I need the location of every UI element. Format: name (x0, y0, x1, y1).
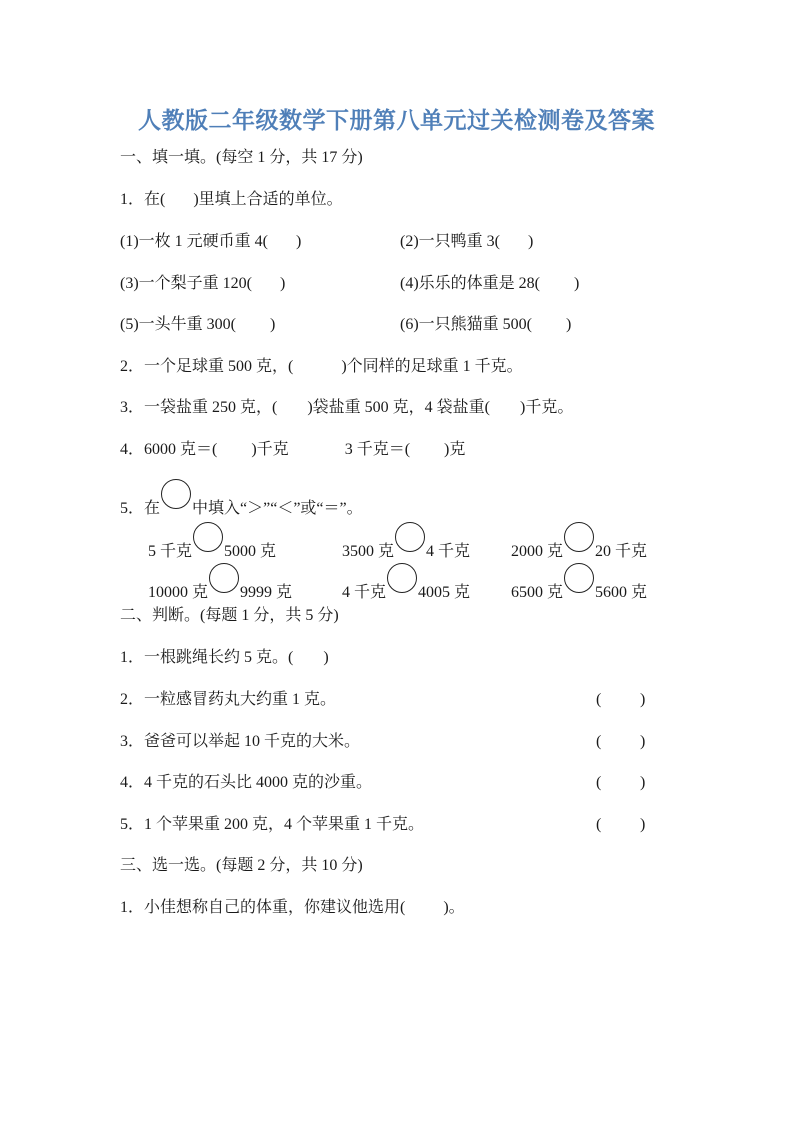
compare-left: 5 千克 (148, 543, 193, 560)
q-text: )。 (443, 899, 465, 916)
compare-circle-input[interactable] (564, 563, 594, 593)
s1-q1-item-4 (400, 274, 579, 294)
compare-left: 3500 克 (342, 543, 395, 560)
compare-circle-input[interactable] (395, 522, 425, 552)
judge-answer-blank[interactable] (606, 690, 638, 710)
q-text: )袋盐重 500 克，4 袋盐重( (307, 399, 491, 416)
item-text: (5)一头牛重 300( (120, 316, 236, 333)
judge-open-paren: ( (596, 733, 602, 750)
compare-left: 6500 克 (511, 584, 564, 601)
q-text: )千克。 (520, 399, 574, 416)
compare-right: 5600 克 (595, 584, 648, 601)
item-text: (4)乐乐的体重是 28( (400, 275, 540, 292)
compare-right: 4005 克 (418, 584, 471, 601)
item-text: (3)一个梨子重 120( (120, 275, 252, 292)
compare-circle-input[interactable] (209, 563, 239, 593)
item-close: ) (528, 233, 534, 250)
compare-right: 5000 克 (224, 543, 277, 560)
s2-item-1 (120, 648, 329, 668)
judge-close-paren: ) (640, 774, 646, 791)
circle-icon (161, 479, 191, 509)
s1-q1-item-2 (400, 232, 533, 252)
judge-open-paren: ( (596, 774, 602, 791)
s1-q5 (120, 487, 363, 519)
section2-heading: 二、判断。(每题 1 分，共 5 分) (120, 607, 339, 624)
compare-item-1 (148, 530, 276, 562)
s1-q2 (120, 357, 523, 377)
q-text: 中填入“＞”“＜”或“＝”。 (192, 500, 363, 517)
compare-left: 4 千克 (342, 584, 387, 601)
item-close: ) (566, 316, 572, 333)
q-text: 1．一根跳绳长约 5 克。( (120, 649, 294, 666)
q-text: 3．一袋盐重 250 克，( (120, 399, 278, 416)
compare-item-2 (342, 530, 470, 562)
item-close: ) (270, 316, 276, 333)
compare-circle-input[interactable] (387, 563, 417, 593)
section3-heading: 三、选一选。(每题 2 分，共 10 分) (120, 857, 363, 874)
compare-item-6 (511, 571, 647, 603)
item-text: (1)一枚 1 元硬币重 4( (120, 233, 268, 250)
s1-q1-stem (120, 190, 343, 210)
s1-q4 (120, 440, 465, 460)
section1-heading: 一、填一填。(每空 1 分，共 17 分) (120, 149, 363, 166)
q-text: 3 千克＝( (344, 441, 411, 458)
compare-right: 9999 克 (240, 584, 293, 601)
q-text: 1．小佳想称自己的体重，你建议他选用( (120, 899, 406, 916)
s3-q1 (120, 898, 465, 918)
item-close: ) (574, 275, 580, 292)
s2-item-3: 3．爸爸可以举起 10 千克的大米。 (120, 733, 361, 750)
s2-item-5: 5．1 个苹果重 200 克，4 个苹果重 1 千克。 (120, 816, 425, 833)
judge-answer-blank[interactable] (606, 773, 638, 793)
item-close: ) (280, 275, 286, 292)
compare-left: 2000 克 (511, 543, 564, 560)
judge-open-paren: ( (596, 816, 602, 833)
compare-right: 4 千克 (426, 543, 471, 560)
compare-left: 10000 克 (148, 584, 209, 601)
item-text: (2)一只鸭重 3( (400, 233, 500, 250)
q-close: ) (323, 649, 329, 666)
compare-item-3 (511, 530, 647, 562)
judge-close-paren: ) (640, 733, 646, 750)
compare-circle-input[interactable] (193, 522, 223, 552)
q-text: 5．在 (120, 500, 161, 517)
s1-q1-item-1 (120, 232, 301, 252)
item-text: (6)一只熊猫重 500( (400, 316, 532, 333)
s1-q1-item-3 (120, 274, 285, 294)
s1-q1-item-5 (120, 315, 275, 335)
judge-close-paren: ) (640, 691, 646, 708)
q-text: )千克 (251, 441, 289, 458)
q-text: 2．一个足球重 500 克，( (120, 358, 294, 375)
judge-answer-blank[interactable] (606, 815, 638, 835)
s1-q1-stem-a: 1．在( (120, 191, 166, 208)
compare-circle-input[interactable] (564, 522, 594, 552)
q-text: )克 (444, 441, 466, 458)
compare-item-4 (148, 571, 292, 603)
s2-item-4: 4．4 千克的石头比 4000 克的沙重。 (120, 774, 373, 791)
q-text: 4．6000 克＝( (120, 441, 218, 458)
judge-open-paren: ( (596, 691, 602, 708)
judge-answer-blank[interactable] (606, 732, 638, 752)
q-text: )个同样的足球重 1 千克。 (341, 358, 523, 375)
s1-q1-item-6 (400, 315, 571, 335)
s2-item-2: 2．一粒感冒药丸大约重 1 克。 (120, 691, 337, 708)
s1-q3 (120, 398, 573, 418)
item-close: ) (296, 233, 302, 250)
compare-item-5 (342, 571, 470, 603)
judge-close-paren: ) (640, 816, 646, 833)
page-title: 人教版二年级数学下册第八单元过关检测卷及答案 (138, 108, 655, 134)
s1-q1-stem-b: )里填上合适的单位。 (193, 191, 343, 208)
compare-right: 20 千克 (595, 543, 648, 560)
